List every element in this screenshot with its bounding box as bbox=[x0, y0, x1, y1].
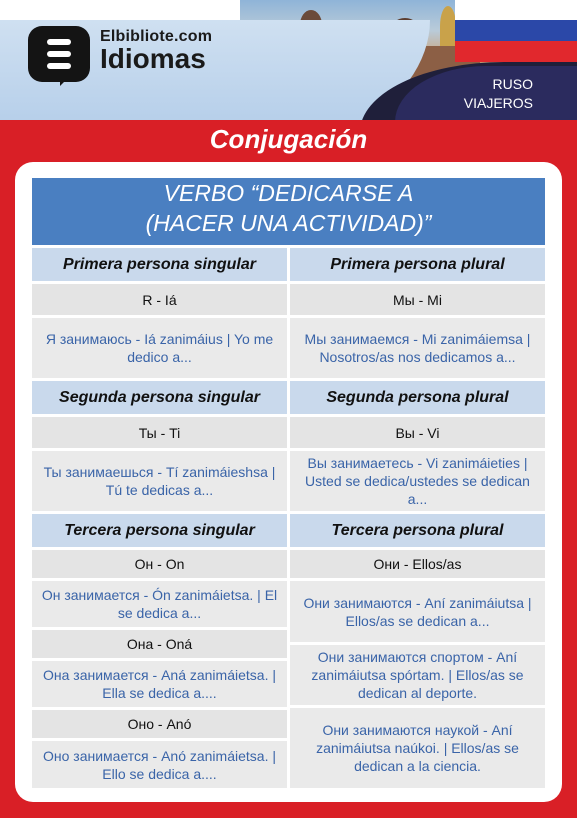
plural-example: Они занимаются спортом - Aní zanimáiutsa spórtam. | Ellos/as se dedican al deporte. bbox=[290, 645, 545, 705]
russian-flag bbox=[455, 0, 577, 62]
tag-audience: VIAJEROS bbox=[463, 95, 533, 111]
plural-header: Segunda persona plural bbox=[290, 381, 545, 414]
page-title: Conjugación bbox=[209, 124, 368, 154]
singular-pronoun: Ты - Ti bbox=[32, 417, 287, 448]
singular-example: Он занимается - Ón zanimáietsa. | El se dedica a... bbox=[32, 581, 287, 627]
verb-heading bbox=[32, 178, 545, 245]
plural-example: Они занимаются наукой - Aní zanimáiutsa naúkoi. | Ellos/as se dedican a la ciencia. bbox=[290, 708, 545, 788]
singular-example: Оно занимается - Anó zanimáietsa. | Ello se dedica a.... bbox=[32, 741, 287, 788]
plural-header: Tercera persona plural bbox=[290, 514, 545, 547]
logo-tail bbox=[60, 72, 74, 86]
plural-example: Вы занимаетесь - Vi zanimáieties | Usted se dedica/ustedes se dedican a... bbox=[290, 451, 545, 511]
singular-pronoun: Оно - Anó bbox=[32, 710, 287, 738]
singular-header: Segunda persona singular bbox=[32, 381, 287, 414]
verb-line-2: (HACER UNA ACTIVIDAD)” bbox=[145, 210, 432, 236]
plural-pronoun: Мы - Mi bbox=[290, 284, 545, 315]
header bbox=[0, 0, 577, 122]
singular-pronoun: Она - Oná bbox=[32, 630, 287, 658]
singular-example: Ты занимаешься - Tí zanimáieshsa | Tú te dedicas a... bbox=[32, 451, 287, 511]
singular-header: Tercera persona singular bbox=[32, 514, 287, 547]
singular-example: Я занимаюсь - Iá zanimáius | Yo me dedico a... bbox=[32, 318, 287, 378]
verb-line-1: VERBO “DEDICARSE A bbox=[163, 180, 414, 206]
singular-pronoun: R - Iá bbox=[32, 284, 287, 315]
singular-example: Она занимается - Aná zanimáietsa. | Ella se dedica a.... bbox=[32, 661, 287, 707]
plural-example: Они занимаются - Aní zanimáiutsa | Ellos/as se dedican a... bbox=[290, 581, 545, 642]
brand-name: Idiomas bbox=[100, 43, 206, 74]
plural-pronoun: Вы - Vi bbox=[290, 417, 545, 448]
plural-example: Мы занимаемся - Mi zanimáiemsa | Nosotros/as nos dedicamos a... bbox=[290, 318, 545, 378]
singular-header: Primera persona singular bbox=[32, 248, 287, 281]
tag-language: RUSO bbox=[492, 76, 533, 92]
brand-site: Elbibliote.com bbox=[100, 28, 213, 45]
logo-icon bbox=[28, 26, 90, 82]
plural-header: Primera persona plural bbox=[290, 248, 545, 281]
plural-pronoun: Они - Ellos/as bbox=[290, 550, 545, 578]
singular-pronoun: Он - On bbox=[32, 550, 287, 578]
